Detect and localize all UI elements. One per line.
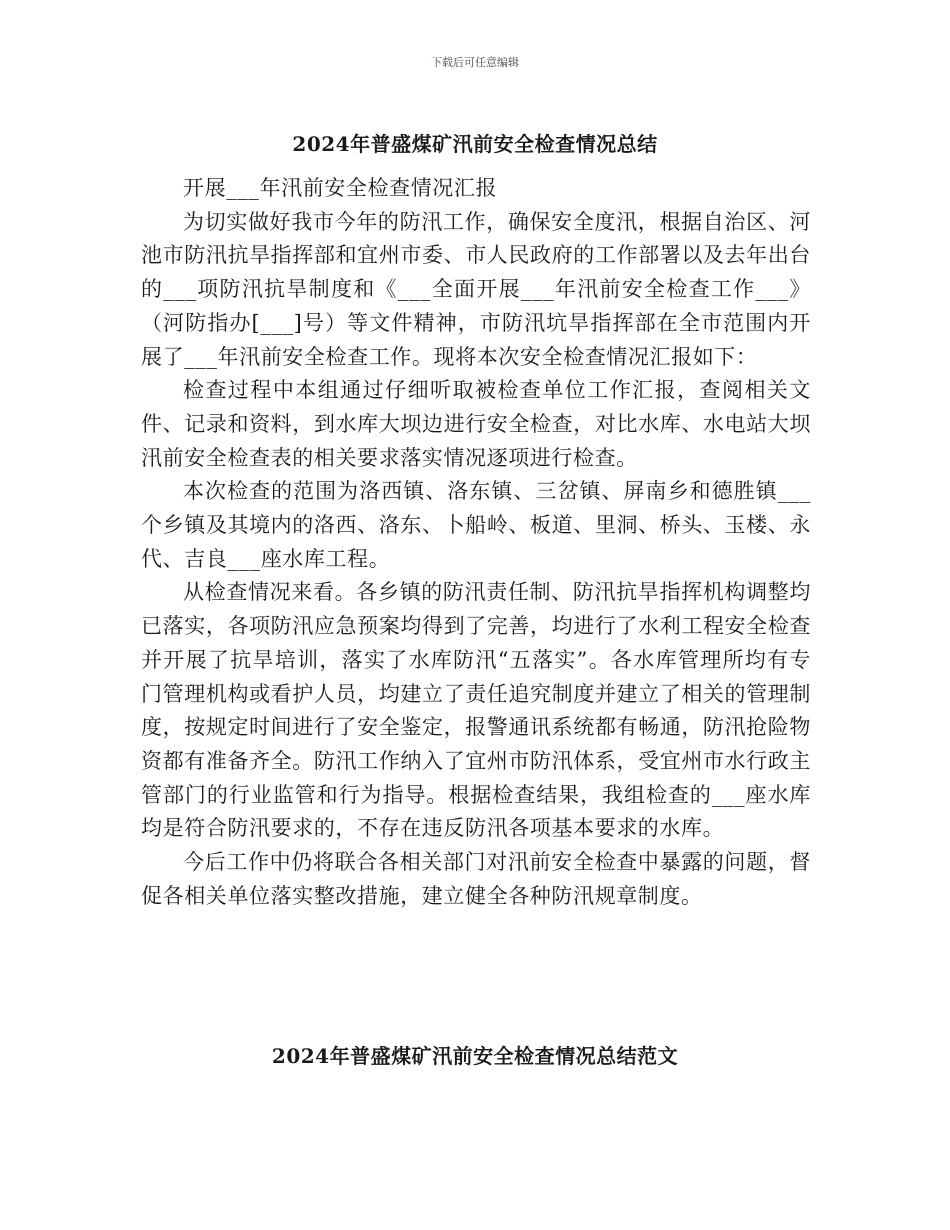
paragraph-future-work: 今后工作中仍将联合各相关部门对汛前安全检查中暴露的问题，督促各相关单位落实整改措施，建立健全各种防汛规章制度。 [141, 850, 811, 908]
paragraph-scope: 本次检查的范围为洛西镇、洛东镇、三岔镇、屏南乡和德胜镇___个乡镇及其境内的洛西、洛东、卜船岭、板道、里洞、桥头、玉楼、永代、吉良___座水库工程。 [141, 479, 811, 571]
page-header: 下载后可任意编辑 [431, 56, 519, 69]
paragraph-findings: 从检查情况来看。各乡镇的防汛责任制、防汛抗旱指挥机构调整均已落实，各项防汛应急预案均得到了完善，均进行了水利工程安全检查并开展了抗旱培训，落实了水库防汛“五落实”。各水库管理所均有专门管理机构或看护人员，均建立了责任追究制度并建立了相关的管理制度，按规定时间进行了安全鉴定，报警通讯系统都有畅通，防汛抢险物资都有准备齐全。防汛工作纳入了宜州市防汛体系，受宜州市水行政主管部门的行业监管和行为指导。根据检查结果，我组检查的___座水库均是符合防汛要求的，不存在违反防汛各项基本要求的水库。 [141, 580, 811, 841]
paragraph-intro-heading: 开展___年汛前安全检查情况汇报 [183, 176, 498, 200]
document-title: 2024年普盛煤矿汛前安全检查情况总结 [292, 132, 658, 156]
section-title: 2024年普盛煤矿汛前安全检查情况总结范文 [271, 1044, 679, 1068]
paragraph-background: 为切实做好我市今年的防汛工作，确保安全度汛，根据自治区、河池市防汛抗旱指挥部和宜州市委、市人民政府的工作部署以及去年出台的___项防汛抗旱制度和《___全面开展___年汛前安全检查工作___》（河防指办[___]号）等文件精神，市防汛坑旱指挥部在全市范围内开展了___年汛前安全检查工作。现将本次安全检查情况汇报如下： [141, 209, 811, 369]
paragraph-process: 检查过程中本组通过仔细听取被检查单位工作汇报，查阅相关文件、记录和资料，到水库大坝边进行安全检查，对比水库、水电站大坝汛前安全检查表的相关要求落实情况逐项进行检查。 [141, 378, 811, 470]
document-body [141, 172, 811, 913]
